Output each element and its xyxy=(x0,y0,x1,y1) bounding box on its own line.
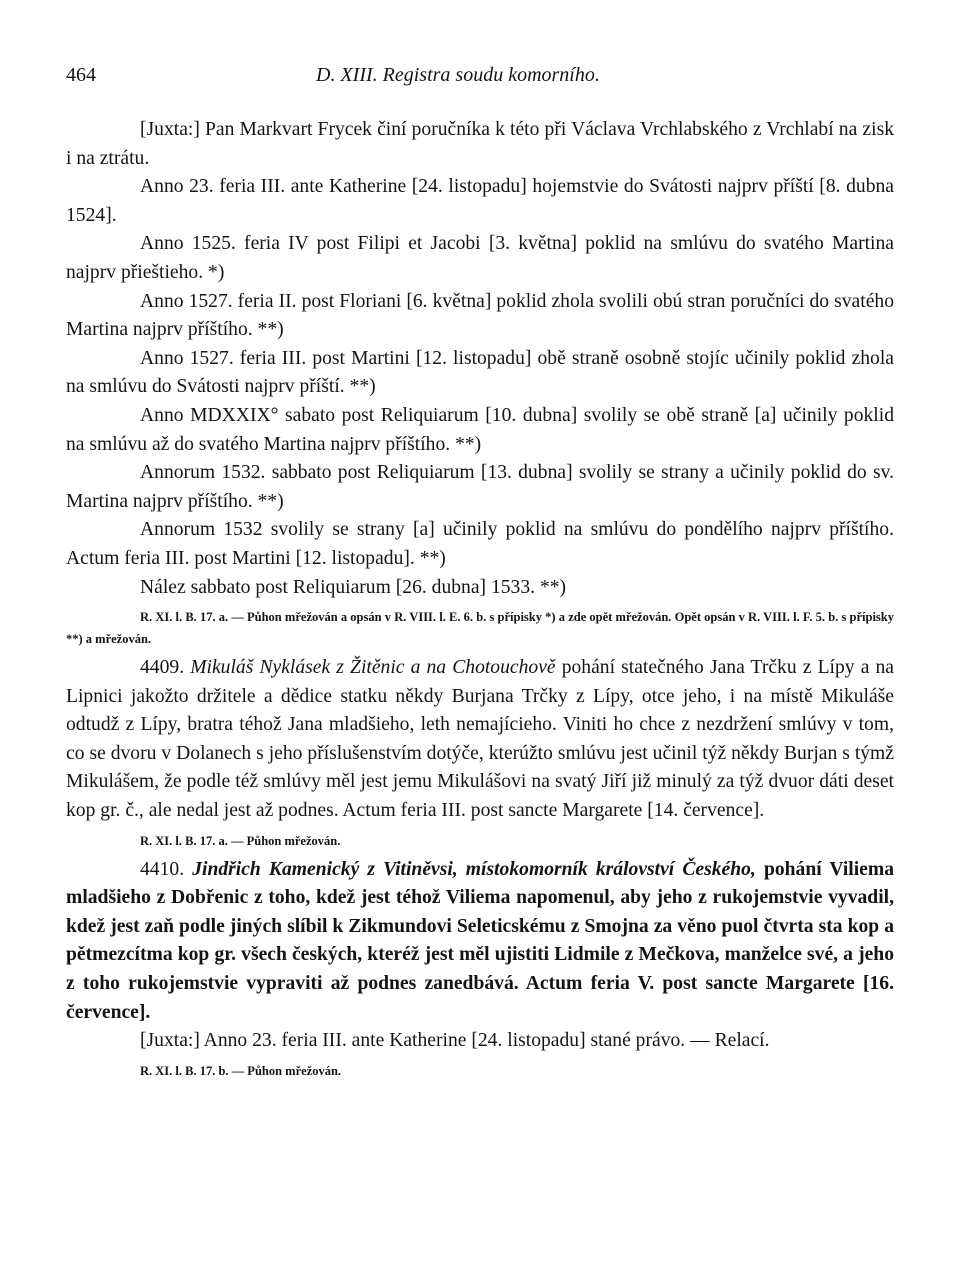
paragraph: Anno 1527. feria II. post Floriani [6. května] poklid zhola svolili obú stran poručníci do svatého Martina najprv příštího. **) xyxy=(66,290,894,341)
page-header xyxy=(66,60,896,92)
paragraph: Anno 1527. feria III. post Martini [12. listopadu] obě straně osobně stojíc učinily poklid zhola na smlúvu do Svátosti najprv příští. **) xyxy=(66,347,894,398)
entry-party-name: Jindřich Kamenický z Vitiněvsi, místokomorník království Českého, xyxy=(192,858,756,880)
entry-4409 xyxy=(66,654,894,826)
paragraph: Annorum 1532 svolily se strany [a] učinily poklid na smlúvu do pondělího najprv příštího. Actum feria III. post Martini [12. listopadu]. **) xyxy=(66,519,894,569)
paragraph: Annorum 1532. sabbato post Reliquiarum [13. dubna] svolily se strany a učinily poklid do sv. Martina najprv příštího. **) xyxy=(66,462,894,512)
paragraph: Anno 1525. feria IV post Filipi et Jacobi [3. května] poklid na smlúvu do svatého Martina najprv přieštieho. *) xyxy=(66,233,894,283)
paragraph: Anno MDXXIX° sabato post Reliquiarum [10. dubna] svolily se obě straně [a] učinily poklid na smlúvu až do svatého Martina najprv příštího. **) xyxy=(66,404,894,455)
entry-text: pohání Viliema mladšieho z Dobřenic z toho, kdež jest téhož Viliema napomenul, aby jeho z rukojemstvie vyvadil, kdež jest zaň podle jiných slíbil k Zikmundovi Seleticskému z Smojna za věno puol čtvrta sta kop a pětmezcítma kop gr. všech českých, kteréž jest měl ujistiti Lidmile z Mečkova, manželce své, a jeho z toho rukojemstvie vypraviti až podnes zanedbává. Actum feria V. post sancte Margarete [16. července]. xyxy=(66,858,894,1023)
running-title: D. XIII. Registra soudu komorního. xyxy=(316,64,600,86)
page-number: 464 xyxy=(66,64,96,86)
paragraph: Anno 23. feria III. ante Katherine [24. listopadu] hojemstvie do Svátosti najprv příští [8. dubna 1524]. xyxy=(66,176,894,226)
entry-number: 4409. xyxy=(140,657,185,679)
paragraph: [Juxta:] Pan Markvart Frycek činí poručníka k této při Václava Vrchlabského z Vrchlabí na zisk i na ztrátu. xyxy=(66,119,894,169)
paragraph: Nález sabbato post Reliquiarum [26. dubna] 1533. **) xyxy=(140,576,567,598)
entry-text: pohání statečného Jana Trčku z Lípy a na Lipnici jakožto držitele a dědice statku někdy Burjana Trčky z Lípy, otce jeho, i na místě Mikuláše odtudž z Lípy, bratra téhož Jana mladšieho, leth nemajícieho. Viniti ho chce z nezdržení smlúvy v tom, co se dvoru v Dolanech s jeho příslušenstvím dotýče, kterúžto smlúvu jest učinil týž někdy Burjan s týmž Mikulášem, že podle též smlúvy měl jest jemu Mikulášovi na svatý Jiří již minulý za týž dvuor dáti deset kop gr. č., ale nedal jest až podnes. Actum feria III. post sancte Margarete [14. července]. xyxy=(66,657,894,822)
source-reference: R. XI. l. B. 17. b. — Půhon mřežován. xyxy=(140,1063,342,1078)
entry-number: 4410. xyxy=(140,858,185,880)
entry-party-name: Mikuláš Nyklásek z Žitěnic a na Chotouchově xyxy=(190,657,556,679)
entry-4410 xyxy=(66,856,894,1028)
page-body xyxy=(66,116,894,1086)
source-reference: R. XI. l. B. 17. a. — Půhon mřežován. xyxy=(140,833,341,848)
source-reference: R. XI. l. B. 17. a. — Půhon mřežován a opsán v R. VIII. l. E. 6. b. s přípisky *) a zde opět mřežován. Opět opsán v R. VIII. l. F. 5. b. s přípisky **) a mřežován. xyxy=(66,610,894,647)
juxta-note: [Juxta:] Anno 23. feria III. ante Katherine [24. listopadu] stané právo. — Relací. xyxy=(140,1030,770,1052)
